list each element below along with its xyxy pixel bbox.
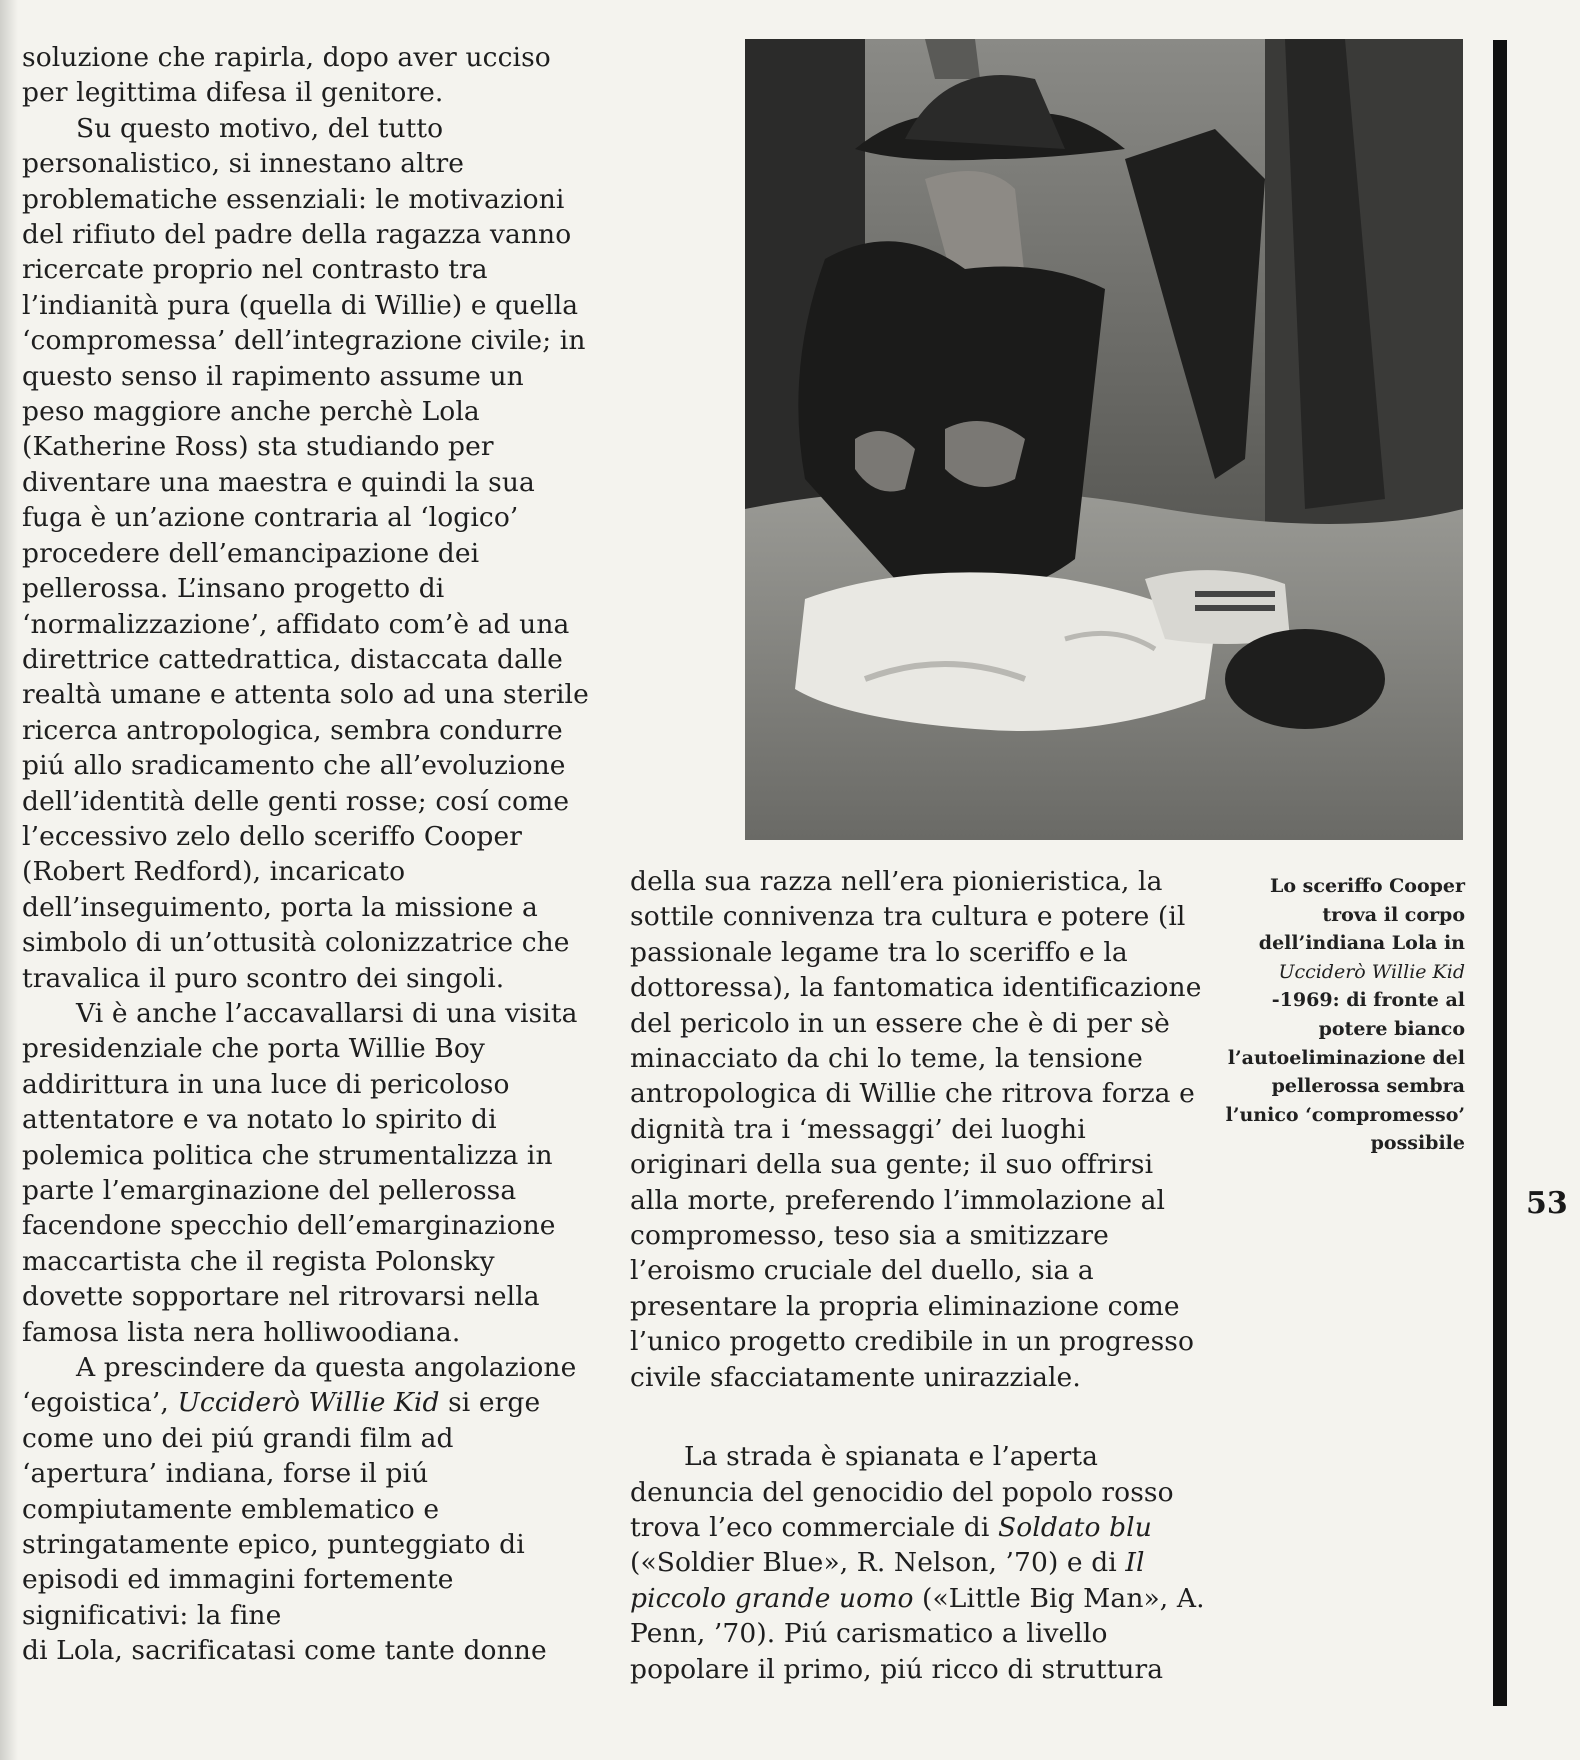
text-line: ‘compromessa’ dell’integrazione civile; in [22,325,586,357]
text-line: problematiche essenziali: le motivazioni [22,183,565,215]
text-line: del pericolo in un essere che è di per sè [630,1007,1170,1039]
text-line: minacciato da chi lo teme, la tensione [630,1043,1143,1075]
binding-shadow [0,0,18,1760]
film-title: piccolo grande uomo [630,1582,914,1614]
text-line: alla morte, preferendo l’immolazione al [630,1184,1166,1216]
text-line: pellerossa. L’insano progetto di [22,573,445,605]
text-line: l’eroismo cruciale del duello, sia a [630,1255,1094,1287]
text-line: piú allo sradicamento che all’evoluzione [22,750,566,782]
text-line: l’unico progetto credibile in un progresso [630,1326,1195,1358]
text-line: simbolo di un’ottusità colonizzatrice che [22,927,570,959]
text-line: per legittima difesa il genitore. [22,77,444,109]
paragraph-gap [630,1395,1210,1439]
text-line [630,1510,1210,1545]
film-title: Il [1125,1547,1145,1579]
caption-line: -1969: di fronte al [1271,989,1465,1012]
text-line: famosa lista nera holliwoodiana. [22,1316,461,1348]
text-line: di Lola, sacrificatasi come tante donne [22,1635,547,1667]
text-line: civile sfacciatamente unirazziale. [630,1361,1081,1393]
caption-line: l’unico ‘compromesso’ [1225,1103,1465,1126]
margin-rule [1493,40,1507,1706]
text-line: soluzione che rapirla, dopo aver ucciso [22,42,551,73]
text-run: trova l’eco commerciale di [630,1511,998,1543]
text-line: compiutamente emblematico e [22,1493,440,1525]
text-line: l’eccessivo zelo dello sceriffo Cooper [22,820,523,852]
text-line: travalica il puro scontro dei singoli. [22,962,505,994]
text-line: personalistico, si innestano altre [22,148,465,180]
text-run: si erge [439,1387,541,1419]
text-line: La strada è spianata e l’aperta [684,1441,1099,1473]
text-line: ricercate proprio nel contrasto tra [22,254,488,286]
text-line: (Robert Redford), incaricato [22,856,406,888]
text-line: addirittura in una luce di pericoloso [22,1068,510,1100]
middle-text-column [630,864,1210,1687]
text-line: peso maggiore anche perchè Lola [22,396,480,428]
text-line: attentatore e va notato lo spirito di [22,1104,497,1136]
text-line: della sua razza nell’era pionieristica, la [630,866,1163,897]
text-line: presidenziale che porta Willie Boy [22,1033,485,1065]
text-line: sottile connivenza tra cultura e potere (il [630,901,1186,933]
text-line: Penn, ’70). Piú carismatico a livello [630,1618,1108,1650]
text-line: originari della sua gente; il suo offrirsi [630,1149,1154,1181]
text-line: questo senso il rapimento assume un [22,360,524,392]
text-line: diventare una maestra e quindi la sua [22,466,535,498]
text-run: («Little Big Man», A. [913,1582,1205,1614]
text-line: facendone specchio dell’emarginazione [22,1210,556,1242]
text-line: compromesso, teso sia a smitizzare [630,1220,1109,1252]
text-line: Su questo motivo, del tutto [76,112,444,144]
left-text-column [22,40,602,1669]
caption-line: trova il corpo [1322,903,1465,926]
text-line: dell’inseguimento, porta la missione a [22,891,538,923]
text-line: ‘apertura’ indiana, forse il piú [22,1458,429,1490]
text-line: l’indianità pura (quella di Willie) e quella [22,289,579,321]
text-line: passionale legame tra lo sceriffo e la [630,936,1128,968]
text-line: popolare il primo, piú ricco di struttura [630,1653,1164,1685]
text-line [22,1385,602,1420]
text-line: A prescindere da questa angolazione [76,1352,577,1384]
text-line: dovette sopportare nel ritrovarsi nella [22,1281,540,1313]
text-line: ricerca antropologica, sembra condurre [22,714,563,746]
text-line: presentare la propria eliminazione come [630,1290,1180,1322]
text-line: dignità tra i ‘messaggi’ dei luoghi [630,1113,1086,1145]
film-title: Soldato blu [997,1511,1152,1543]
text-run: («Soldier Blue», R. Nelson, ’70) e di [630,1547,1126,1579]
text-line: Vi è anche l’accavallarsi di una visita [76,997,578,1029]
text-line [630,1581,1210,1616]
text-line [630,1545,1210,1580]
text-line: episodi ed immagini fortemente [22,1564,454,1596]
film-title: Ucciderò Willie Kid [177,1387,440,1419]
caption-line: Lo sceriffo Cooper [1270,875,1465,897]
text-run: ‘egoistica’, [22,1387,178,1419]
caption-line: l’autoeliminazione del [1227,1046,1465,1069]
text-line: realtà umane e attenta solo ad una sterile [22,679,589,711]
text-line: parte l’emarginazione del pellerossa [22,1175,517,1206]
film-still-photo [745,39,1463,840]
text-line: ‘normalizzazione’, affidato com’è ad una [22,608,570,640]
text-line: come uno dei piú grandi film ad [22,1422,454,1454]
text-line: stringatamente epico, punteggiato di [22,1529,525,1561]
text-line: procedere dell’emancipazione dei [22,537,480,569]
photo-caption [1200,872,1465,1158]
text-line: (Katherine Ross) sta studiando per [22,431,494,463]
text-line: maccartista che il regista Polonsky [22,1245,495,1277]
caption-line: pellerossa sembra [1271,1075,1465,1098]
text-line: polemica politica che strumentalizza in [22,1139,553,1171]
caption-line: possibile [1370,1132,1465,1155]
text-line: fuga è un’azione contraria al ‘logico’ [22,502,519,534]
text-line: denuncia del genocidio del popolo rosso [630,1476,1174,1508]
text-line: del rifiuto del padre della ragazza vanno [22,219,572,251]
caption-line: potere bianco [1318,1017,1465,1040]
text-line: direttrice cattedrattica, distaccata dalle [22,643,563,675]
text-line: significativi: la fine [22,1599,282,1631]
text-line: dell’identità delle genti rosse; cosí come [22,785,570,817]
text-line: dottoressa), la fantomatica identificazione [630,972,1202,1004]
page-number: 53 [1526,1186,1568,1221]
text-line: antropologica di Willie che ritrova forza e [630,1078,1195,1110]
caption-line: dell’indiana Lola in [1258,932,1465,955]
caption-film-title: Ucciderò Willie Kid [1278,960,1465,983]
